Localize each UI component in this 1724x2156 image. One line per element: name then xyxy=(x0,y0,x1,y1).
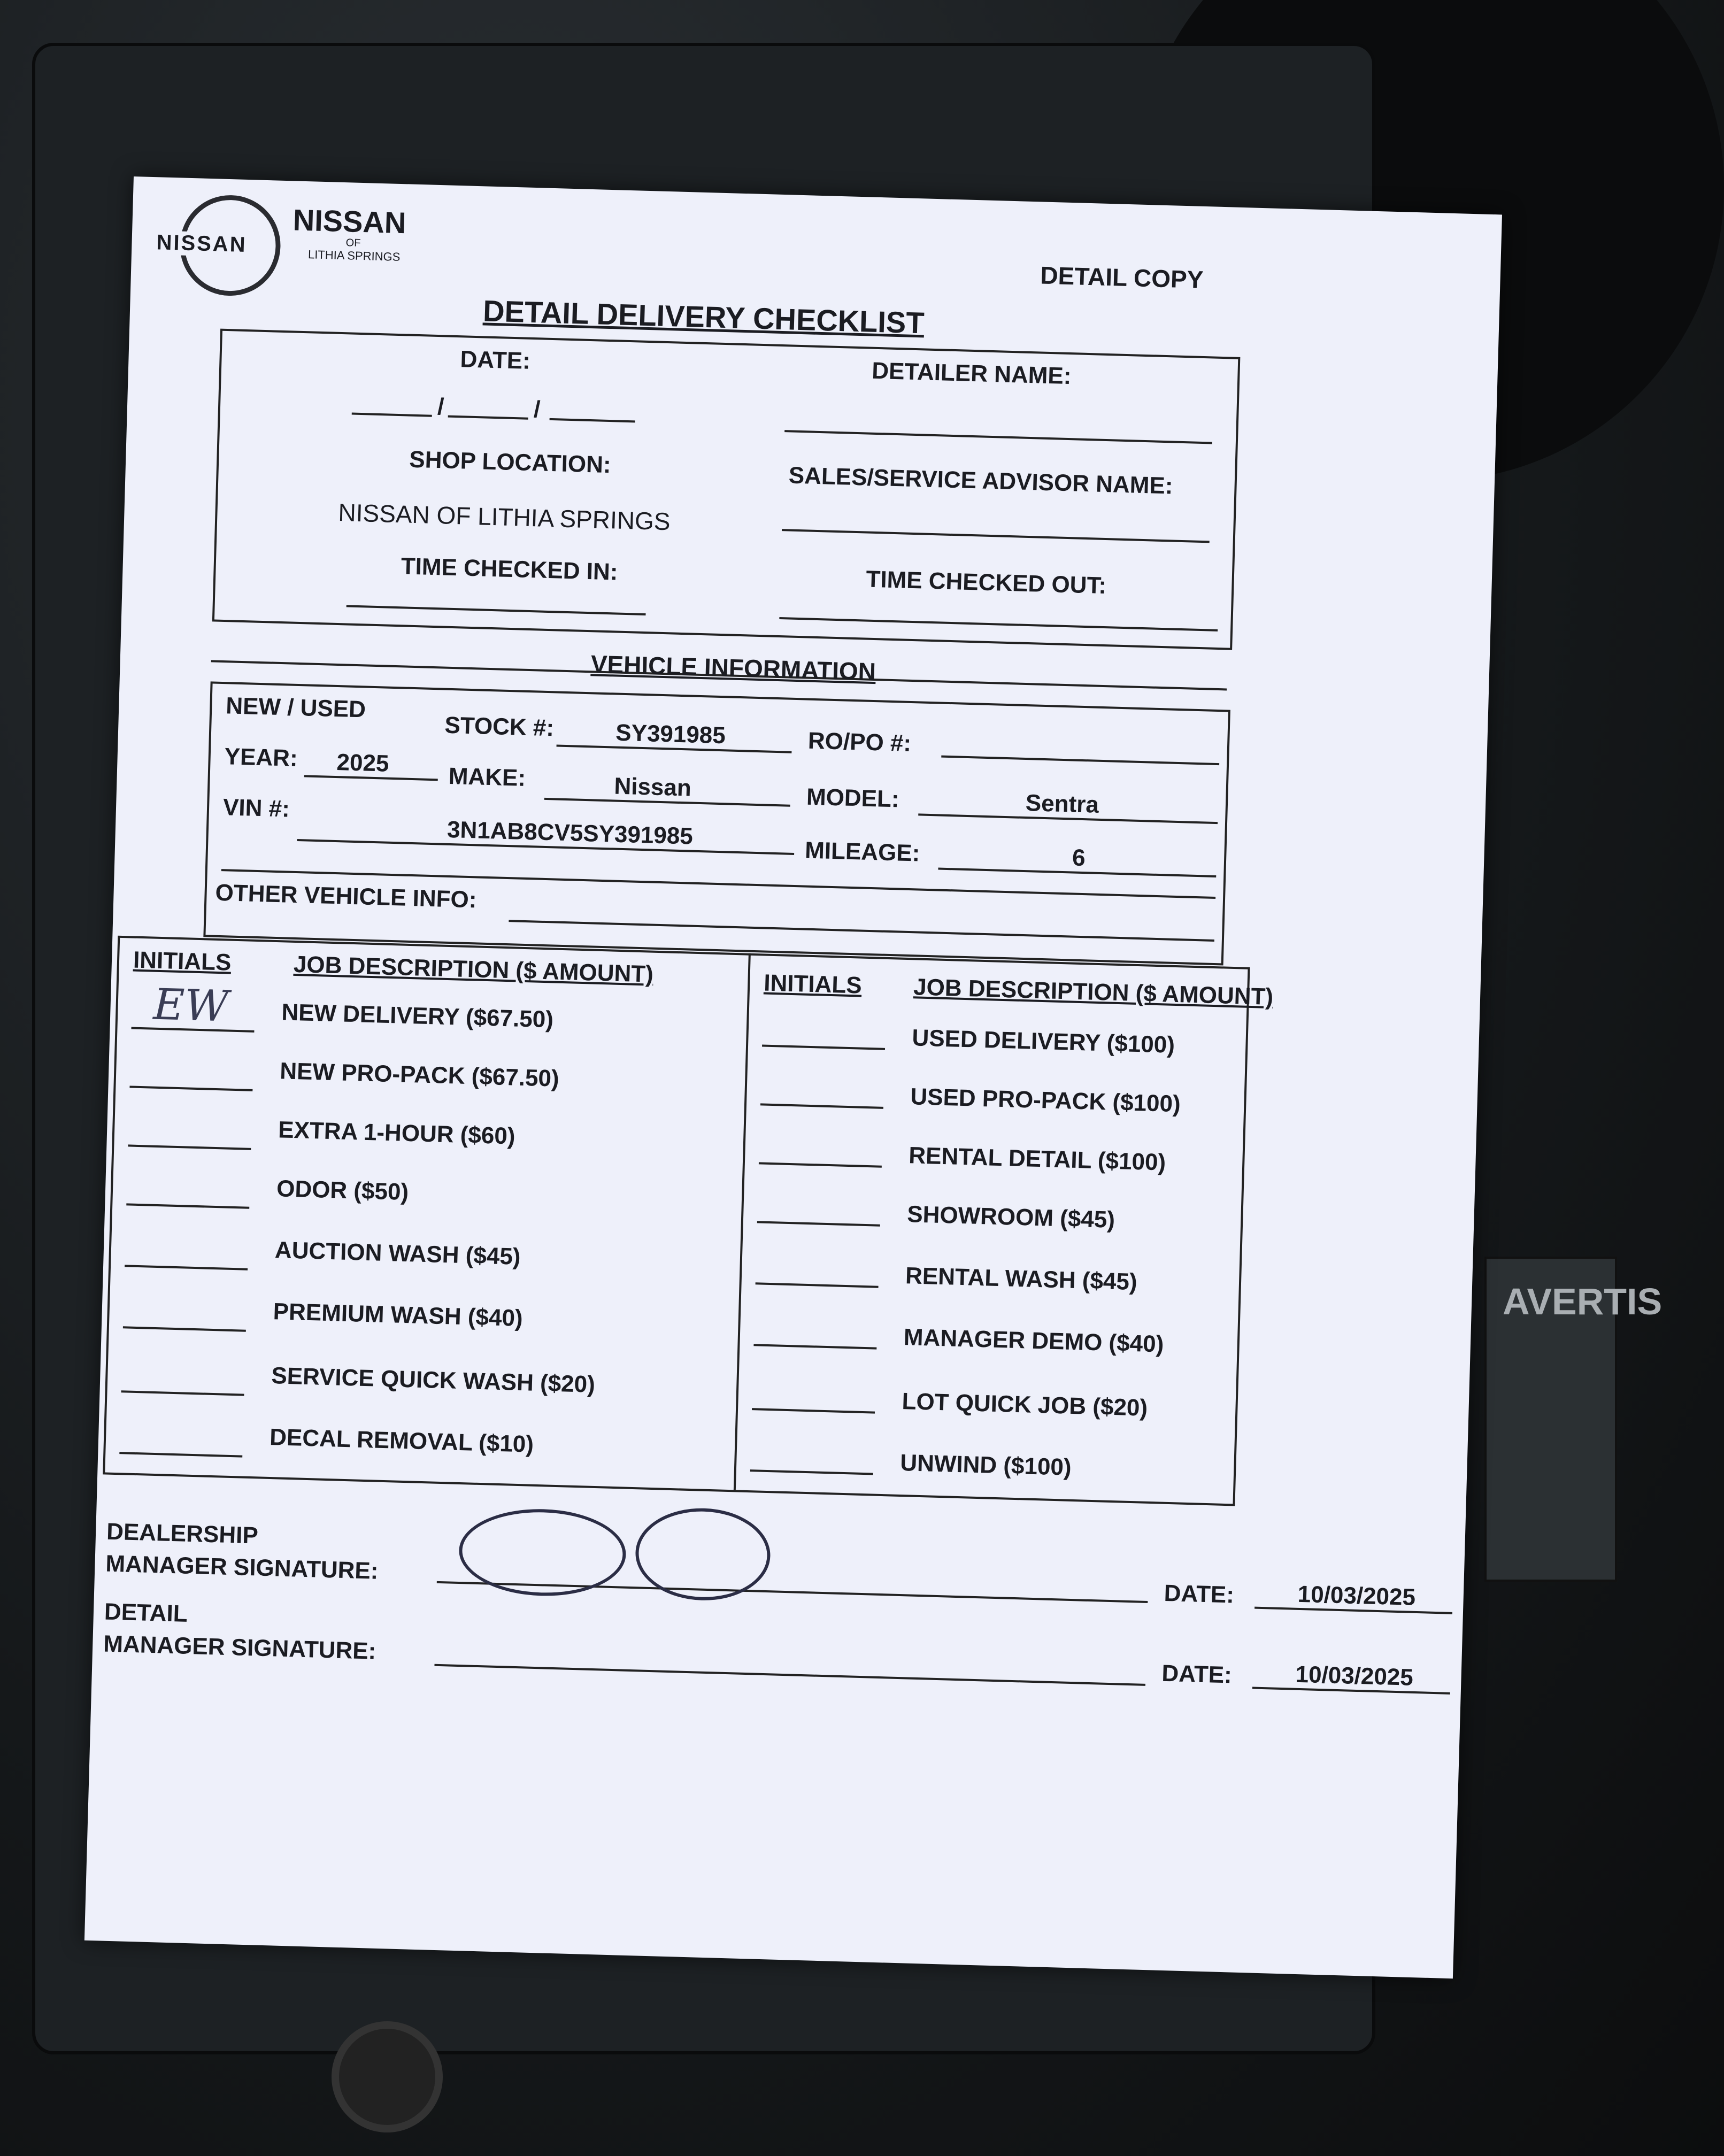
model-label: MODEL: xyxy=(806,783,900,813)
advisor-name-label: SALES/SERVICE ADVISOR NAME: xyxy=(788,462,1174,499)
detail-date-label: DATE: xyxy=(1161,1660,1233,1689)
date-separator: / xyxy=(533,396,541,423)
job-description: UNWIND ($100) xyxy=(899,1449,1072,1481)
detail-signature-field[interactable] xyxy=(434,1664,1145,1686)
background-label-plate xyxy=(1484,1257,1663,1582)
date-separator: / xyxy=(437,394,445,420)
initials-header-right: INITIALS xyxy=(763,969,863,999)
time-in-label: TIME CHECKED IN: xyxy=(401,553,619,586)
job-description: RENTAL DETAIL ($100) xyxy=(908,1142,1166,1176)
mileage-label: MILEAGE: xyxy=(804,837,921,867)
shop-location-label: SHOP LOCATION: xyxy=(409,446,612,479)
initials-header-left: INITIALS xyxy=(133,946,232,976)
other-info-label: OTHER VEHICLE INFO: xyxy=(214,879,478,913)
year-label: YEAR: xyxy=(224,743,298,772)
job-description: SHOWROOM ($45) xyxy=(906,1201,1115,1233)
logo-wordmark: NISSAN xyxy=(153,230,250,257)
job-description: AUCTION WASH ($45) xyxy=(274,1237,521,1270)
job-description: USED DELIVERY ($100) xyxy=(911,1025,1175,1058)
dealership-signature-label: DEALERSHIP xyxy=(106,1518,259,1549)
stock-label: STOCK #: xyxy=(444,712,555,742)
job-description: NEW DELIVERY ($67.50) xyxy=(281,999,554,1033)
shop-location-value: NISSAN OF LITHIA SPRINGS xyxy=(337,498,671,536)
detail-date-value: 10/03/2025 xyxy=(1295,1661,1414,1691)
detail-signature-label: MANAGER SIGNATURE: xyxy=(103,1630,376,1665)
job-description: PREMIUM WASH ($40) xyxy=(273,1298,524,1332)
vin-label: VIN #: xyxy=(222,794,290,822)
job-description: SERVICE QUICK WASH ($20) xyxy=(271,1362,596,1398)
detail-copy-label: DETAIL COPY xyxy=(1040,261,1204,294)
dealership-signature-label: MANAGER SIGNATURE: xyxy=(105,1550,379,1584)
date-label: DATE: xyxy=(460,346,531,374)
job-desc-header-left: JOB DESCRIPTION ($ AMOUNT) xyxy=(293,951,654,988)
vehicle-section-title: VEHICLE INFORMATION xyxy=(590,650,876,686)
job-description: EXTRA 1-HOUR ($60) xyxy=(278,1116,516,1150)
job-description: NEW PRO-PACK ($67.50) xyxy=(279,1058,560,1092)
checklist-paper xyxy=(84,176,1502,1978)
page-title: DETAIL DELIVERY CHECKLIST xyxy=(482,294,925,340)
dealership-date-label: DATE: xyxy=(1164,1580,1235,1608)
brand-location: LITHIA SPRINGS xyxy=(307,248,401,264)
job-desc-header-right: JOB DESCRIPTION ($ AMOUNT) xyxy=(913,974,1274,1011)
job-description: USED PRO-PACK ($100) xyxy=(910,1083,1181,1118)
mat-bolt xyxy=(332,2021,443,2132)
mileage-value: 6 xyxy=(1072,844,1086,872)
job-description: LOT QUICK JOB ($20) xyxy=(901,1388,1148,1421)
job-description: MANAGER DEMO ($40) xyxy=(903,1324,1164,1358)
dealership-date-value: 10/03/2025 xyxy=(1297,1581,1416,1611)
model-value: Sentra xyxy=(1025,790,1099,818)
brand-of: OF xyxy=(345,237,361,249)
brand-name: NISSAN xyxy=(292,203,407,240)
job-description: DECAL REMOVAL ($10) xyxy=(269,1424,534,1458)
ropo-label: RO/PO #: xyxy=(807,727,912,757)
time-out-label: TIME CHECKED OUT: xyxy=(865,566,1107,599)
initials-handwritten: EW xyxy=(152,979,229,1031)
detailer-name-label: DETAILER NAME: xyxy=(871,357,1072,390)
background-label-text: AVERTIS xyxy=(1503,1281,1663,1322)
detail-signature-label: DETAIL xyxy=(104,1598,188,1627)
make-label: MAKE: xyxy=(448,763,526,791)
job-description: ODOR ($50) xyxy=(276,1175,409,1206)
new-used-label: NEW / USED xyxy=(225,692,366,723)
job-description: RENTAL WASH ($45) xyxy=(905,1262,1138,1296)
year-value: 2025 xyxy=(336,749,390,777)
stock-value: SY391985 xyxy=(615,719,726,749)
make-value: Nissan xyxy=(613,773,692,802)
vin-value: 3N1AB8CV5SY391985 xyxy=(447,816,694,850)
